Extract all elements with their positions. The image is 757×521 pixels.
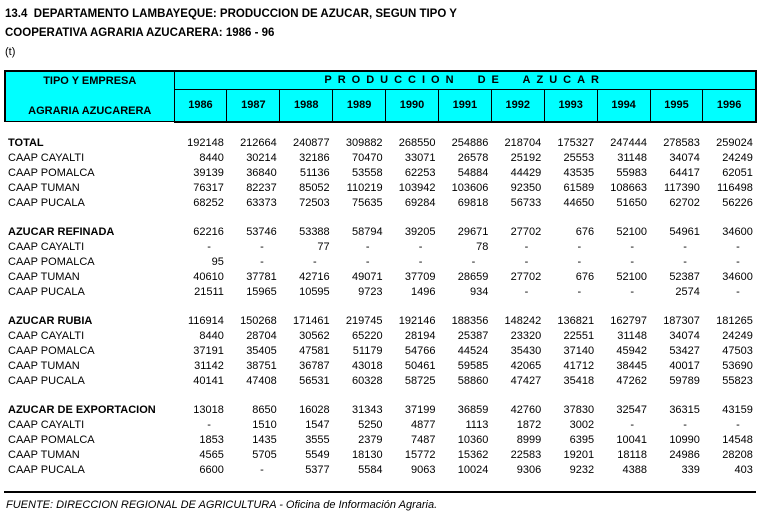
value-cell: 1510 xyxy=(252,418,277,431)
row-label: AZUCAR REFINADA xyxy=(8,225,115,238)
value-cell: 259024 xyxy=(716,136,753,149)
value-cell: 35418 xyxy=(563,374,595,387)
cooperative-row xyxy=(5,463,756,478)
value-cell: 5584 xyxy=(358,463,383,476)
value-cell: 116498 xyxy=(716,181,753,194)
value-cell: 47503 xyxy=(722,344,753,357)
value-cell: 36859 xyxy=(457,403,489,416)
row-label: CAAP TUMAN xyxy=(8,359,80,372)
year-column-header: 1996 xyxy=(703,89,756,121)
value-cell: - xyxy=(207,418,211,431)
value-cell: 403 xyxy=(734,463,753,476)
value-cell: 29671 xyxy=(457,225,489,238)
value-cell: 31343 xyxy=(351,403,383,416)
value-cell: 10595 xyxy=(299,285,330,298)
value-cell: 62253 xyxy=(404,166,436,179)
value-cell: 56733 xyxy=(510,196,542,209)
value-cell: 95 xyxy=(211,255,224,268)
row-label: AZUCAR RUBIA xyxy=(8,314,93,327)
cooperative-row xyxy=(5,418,756,433)
value-cell: 53746 xyxy=(246,225,277,238)
value-cell: 62216 xyxy=(193,225,224,238)
row-label: CAAP CAYALTI xyxy=(8,240,85,253)
spacer-row xyxy=(5,211,756,225)
year-column-header: 1991 xyxy=(438,89,491,121)
value-cell: 1496 xyxy=(410,285,436,298)
value-cell: 53427 xyxy=(669,344,700,357)
row-label: TOTAL xyxy=(8,136,44,149)
value-cell: 268550 xyxy=(398,136,436,149)
value-cell: - xyxy=(365,240,370,253)
section-total-row xyxy=(5,314,756,329)
value-cell: - xyxy=(736,285,740,298)
year-column-header: 1994 xyxy=(597,89,650,121)
value-cell: 92350 xyxy=(510,181,542,194)
value-cell: - xyxy=(260,240,264,253)
cooperative-row xyxy=(5,448,756,463)
value-cell: 309882 xyxy=(345,136,383,149)
unit-label: (t) xyxy=(5,46,16,58)
cooperative-row xyxy=(5,374,756,389)
value-cell: - xyxy=(630,255,635,268)
value-cell: 50461 xyxy=(404,359,436,372)
value-cell: 45942 xyxy=(616,344,648,357)
value-cell: 37781 xyxy=(246,270,277,283)
title-line-2: COOPERATIVA AGRARIA AZUCARERA: 1986 - 96 xyxy=(5,27,275,39)
value-cell: 82237 xyxy=(246,181,277,194)
value-cell: 8440 xyxy=(199,329,224,342)
value-cell: 10024 xyxy=(457,463,489,476)
value-cell: 2574 xyxy=(675,285,700,298)
value-cell: 61589 xyxy=(563,181,595,194)
value-cell: 34074 xyxy=(669,329,700,342)
value-cell: 25387 xyxy=(457,329,489,342)
value-cell: - xyxy=(683,418,687,431)
value-cell: 42065 xyxy=(510,359,542,372)
value-cell: 28194 xyxy=(404,329,436,342)
value-cell: - xyxy=(260,255,264,268)
header-row-group xyxy=(5,71,756,89)
value-cell: 85052 xyxy=(299,181,330,194)
value-cell: 59789 xyxy=(669,374,700,387)
value-cell: 36787 xyxy=(299,359,330,372)
spacer-row xyxy=(5,122,756,136)
row-label: CAAP POMALCA xyxy=(8,344,95,357)
value-cell: 64417 xyxy=(669,166,700,179)
value-cell: 76317 xyxy=(193,181,224,194)
value-cell: 21511 xyxy=(194,285,224,298)
value-cell: 37199 xyxy=(404,403,436,416)
year-column-header: 1986 xyxy=(174,89,227,121)
value-cell: 34600 xyxy=(722,270,753,283)
stub-header-line-1: TIPO Y EMPRESA xyxy=(43,75,137,87)
value-cell: 6395 xyxy=(569,433,595,446)
year-column-header: 1989 xyxy=(333,89,386,121)
value-cell: 28659 xyxy=(457,270,489,283)
value-cell: 9063 xyxy=(410,463,436,476)
value-cell: 58860 xyxy=(457,374,489,387)
value-cell: 47408 xyxy=(246,374,277,387)
cooperative-row xyxy=(5,240,756,255)
cooperative-row xyxy=(5,166,756,181)
cooperative-row xyxy=(5,196,756,211)
value-cell: 52387 xyxy=(669,270,700,283)
value-cell: 55983 xyxy=(616,166,648,179)
value-cell: 15772 xyxy=(404,448,436,461)
value-cell: 47581 xyxy=(299,344,330,357)
value-cell: 108663 xyxy=(610,181,648,194)
value-cell: 19201 xyxy=(563,448,595,461)
value-cell: 53690 xyxy=(722,359,753,372)
row-label: CAAP CAYALTI xyxy=(8,418,85,431)
value-cell: - xyxy=(471,255,476,268)
year-column-header: 1987 xyxy=(227,89,280,121)
value-cell: 40141 xyxy=(193,374,224,387)
value-cell: 339 xyxy=(681,463,700,476)
value-cell: 110219 xyxy=(346,181,383,194)
value-cell: 44524 xyxy=(457,344,489,357)
page-title xyxy=(5,5,757,43)
value-cell: 53558 xyxy=(351,166,383,179)
value-cell: 9723 xyxy=(358,285,383,298)
value-cell: - xyxy=(577,255,582,268)
value-cell: 31142 xyxy=(194,359,224,372)
value-cell: 44650 xyxy=(563,196,595,209)
value-cell: 181265 xyxy=(716,314,753,327)
value-cell: 4877 xyxy=(410,418,436,431)
cooperative-row xyxy=(5,285,756,300)
value-cell: 56531 xyxy=(299,374,330,387)
value-cell: 35430 xyxy=(510,344,542,357)
value-cell: 77 xyxy=(317,240,330,253)
value-cell: 10360 xyxy=(457,433,489,446)
value-cell: 192148 xyxy=(187,136,224,149)
cooperative-row xyxy=(5,329,756,344)
value-cell: 8999 xyxy=(516,433,542,446)
value-cell: 36315 xyxy=(669,403,700,416)
value-cell: 23320 xyxy=(510,329,542,342)
value-cell: 25192 xyxy=(510,151,542,164)
row-label: AZUCAR DE EXPORTACION xyxy=(8,403,156,416)
value-cell: 148242 xyxy=(504,314,542,327)
value-cell: 40610 xyxy=(193,270,224,283)
value-cell: 28208 xyxy=(722,448,753,461)
value-cell: 103942 xyxy=(398,181,436,194)
value-cell: 54766 xyxy=(404,344,436,357)
spacer-row xyxy=(5,389,756,403)
value-cell: 676 xyxy=(575,225,595,238)
row-label: CAAP POMALCA xyxy=(8,433,95,446)
cooperative-row xyxy=(5,359,756,374)
value-cell: 278583 xyxy=(663,136,700,149)
value-cell: 1872 xyxy=(516,418,542,431)
value-cell: 43159 xyxy=(722,403,753,416)
value-cell: 33071 xyxy=(404,151,436,164)
value-cell: - xyxy=(524,255,529,268)
value-cell: 136821 xyxy=(557,314,595,327)
row-label: CAAP CAYALTI xyxy=(8,151,85,164)
cooperative-row xyxy=(5,433,756,448)
value-cell: 35405 xyxy=(246,344,277,357)
group-header-cell: PRODUCCION DE AZUCAR xyxy=(174,71,756,89)
value-cell: 34600 xyxy=(722,225,753,238)
value-cell: 63373 xyxy=(246,196,277,209)
value-cell: 103606 xyxy=(451,181,489,194)
value-cell: 60328 xyxy=(351,374,383,387)
year-column-header: 1988 xyxy=(280,89,333,121)
value-cell: - xyxy=(630,285,635,298)
value-cell: 150268 xyxy=(240,314,277,327)
value-cell: 4565 xyxy=(199,448,224,461)
value-cell: 254886 xyxy=(451,136,489,149)
value-cell: 39139 xyxy=(193,166,224,179)
value-cell: 16028 xyxy=(299,403,330,416)
row-label: CAAP POMALCA xyxy=(8,166,95,179)
row-label: CAAP PUCALA xyxy=(8,374,85,387)
value-cell: 4388 xyxy=(622,463,648,476)
row-label: CAAP TUMAN xyxy=(8,448,80,461)
value-cell: 30214 xyxy=(246,151,277,164)
value-cell: 62702 xyxy=(669,196,700,209)
value-cell: 25553 xyxy=(563,151,595,164)
cooperative-row xyxy=(5,181,756,196)
value-cell: 27702 xyxy=(510,270,542,283)
value-cell: - xyxy=(207,240,211,253)
value-cell: 934 xyxy=(469,285,489,298)
value-cell: 192146 xyxy=(398,314,436,327)
value-cell: 247444 xyxy=(610,136,648,149)
value-cell: 14548 xyxy=(722,433,753,446)
value-cell: 34074 xyxy=(669,151,700,164)
year-column-header: 1995 xyxy=(650,89,703,121)
row-label: CAAP TUMAN xyxy=(8,270,80,283)
value-cell: 52100 xyxy=(616,225,648,238)
cooperative-row xyxy=(5,255,756,270)
value-cell: 49071 xyxy=(351,270,383,283)
value-cell: - xyxy=(365,255,370,268)
value-cell: 65220 xyxy=(351,329,383,342)
cooperative-row xyxy=(5,151,756,166)
value-cell: 1435 xyxy=(252,433,277,446)
year-column-header: 1993 xyxy=(544,89,597,121)
value-cell: 70470 xyxy=(351,151,383,164)
value-cell: 15362 xyxy=(457,448,489,461)
section-total-row xyxy=(5,136,756,151)
value-cell: 37830 xyxy=(563,403,595,416)
value-cell: 51179 xyxy=(352,344,383,357)
title-line-1: 13.4 DEPARTAMENTO LAMBAYEQUE: PRODUCCION DE AZUCAR, SEGUN TIPO Y xyxy=(5,8,457,20)
value-cell: 24249 xyxy=(722,329,753,342)
value-cell: 5377 xyxy=(305,463,330,476)
value-cell: 22583 xyxy=(510,448,542,461)
value-cell: 8650 xyxy=(252,403,277,416)
value-cell: 9306 xyxy=(516,463,542,476)
value-cell: 55823 xyxy=(722,374,753,387)
value-cell: 43535 xyxy=(563,166,595,179)
value-cell: 240877 xyxy=(292,136,330,149)
value-cell: - xyxy=(524,240,529,253)
value-cell: 32547 xyxy=(616,403,648,416)
value-cell: 24249 xyxy=(722,151,753,164)
value-cell: 31148 xyxy=(617,151,648,164)
value-cell: - xyxy=(630,240,635,253)
value-cell: 1853 xyxy=(199,433,224,446)
value-cell: - xyxy=(418,240,423,253)
value-cell: 59585 xyxy=(457,359,489,372)
value-cell: 51136 xyxy=(299,166,330,179)
value-cell: 3002 xyxy=(569,418,595,431)
stub-header-line-2: AGRARIA AZUCARERA xyxy=(28,105,152,117)
value-cell: 78 xyxy=(476,240,489,253)
value-cell: 43018 xyxy=(351,359,383,372)
value-cell: 188356 xyxy=(451,314,489,327)
cooperative-row xyxy=(5,344,756,359)
value-cell: 24986 xyxy=(669,448,700,461)
value-cell: 162797 xyxy=(610,314,648,327)
value-cell: 2379 xyxy=(358,433,383,446)
value-cell: 18118 xyxy=(617,448,648,461)
value-cell: 47262 xyxy=(616,374,648,387)
source-note: FUENTE: DIRECCION REGIONAL DE AGRICULTURA - Oficina de Información Agraria. xyxy=(6,498,438,511)
value-cell: 39205 xyxy=(404,225,436,238)
value-cell: 38445 xyxy=(616,359,648,372)
value-cell: 187307 xyxy=(663,314,700,327)
value-cell: 22551 xyxy=(563,329,595,342)
value-cell: 75635 xyxy=(351,196,383,209)
value-cell: 8440 xyxy=(199,151,224,164)
value-cell: 54961 xyxy=(669,225,700,238)
value-cell: 171461 xyxy=(292,314,330,327)
value-cell: 15965 xyxy=(246,285,277,298)
value-cell: 37191 xyxy=(193,344,224,357)
value-cell: - xyxy=(260,463,264,476)
section-total-row xyxy=(5,225,756,240)
value-cell: 47427 xyxy=(510,374,542,387)
row-label: CAAP PUCALA xyxy=(8,463,85,476)
value-cell: 1113 xyxy=(465,418,489,431)
value-cell: 69818 xyxy=(457,196,489,209)
value-cell: 10990 xyxy=(669,433,700,446)
value-cell: 26578 xyxy=(457,151,489,164)
value-cell: - xyxy=(736,240,740,253)
value-cell: 62051 xyxy=(722,166,753,179)
value-cell: 5250 xyxy=(358,418,383,431)
production-table xyxy=(4,70,757,478)
value-cell: 69284 xyxy=(404,196,436,209)
section-total-row xyxy=(5,403,756,418)
value-cell: 42760 xyxy=(510,403,542,416)
value-cell: 116914 xyxy=(188,314,224,327)
value-cell: 219745 xyxy=(345,314,383,327)
year-column-header: 1992 xyxy=(491,89,544,121)
value-cell: 56226 xyxy=(722,196,753,209)
value-cell: 10041 xyxy=(616,433,648,446)
value-cell: 53388 xyxy=(299,225,330,238)
value-cell: - xyxy=(577,285,582,298)
value-cell: 37140 xyxy=(563,344,595,357)
value-cell: 117390 xyxy=(664,181,700,194)
value-cell: - xyxy=(736,418,740,431)
table-header xyxy=(5,71,756,122)
footer-divider xyxy=(4,491,756,493)
value-cell: 1547 xyxy=(305,418,330,431)
value-cell: - xyxy=(683,240,687,253)
spacer-row xyxy=(5,300,756,314)
value-cell: 18130 xyxy=(351,448,383,461)
value-cell: 676 xyxy=(575,270,595,283)
row-label: CAAP PUCALA xyxy=(8,285,85,298)
value-cell: 52100 xyxy=(616,270,648,283)
value-cell: 31148 xyxy=(617,329,648,342)
value-cell: - xyxy=(630,418,635,431)
value-cell: 212664 xyxy=(240,136,277,149)
value-cell: 51650 xyxy=(616,196,648,209)
value-cell: 58794 xyxy=(351,225,383,238)
value-cell: 5705 xyxy=(252,448,277,461)
value-cell: 68252 xyxy=(193,196,224,209)
value-cell: 9232 xyxy=(569,463,595,476)
value-cell: 36840 xyxy=(246,166,277,179)
value-cell: 42716 xyxy=(299,270,330,283)
value-cell: 3555 xyxy=(305,433,330,446)
value-cell: - xyxy=(418,255,423,268)
value-cell: 37709 xyxy=(404,270,436,283)
value-cell: 44429 xyxy=(510,166,542,179)
value-cell: 28704 xyxy=(246,329,277,342)
row-label: CAAP POMALCA xyxy=(8,255,95,268)
table-body xyxy=(5,122,756,478)
value-cell: - xyxy=(683,255,687,268)
row-label: CAAP TUMAN xyxy=(8,181,80,194)
value-cell: 27702 xyxy=(510,225,542,238)
stub-header-cell xyxy=(5,71,174,122)
value-cell: 218704 xyxy=(504,136,542,149)
value-cell: 13018 xyxy=(193,403,224,416)
row-label: CAAP PUCALA xyxy=(8,196,85,209)
value-cell: 54884 xyxy=(457,166,489,179)
value-cell: - xyxy=(313,255,317,268)
value-cell: - xyxy=(577,240,582,253)
cooperative-row xyxy=(5,270,756,285)
value-cell: 38751 xyxy=(246,359,277,372)
value-cell: 6600 xyxy=(199,463,224,476)
value-cell: 72503 xyxy=(299,196,330,209)
year-column-header: 1990 xyxy=(386,89,439,121)
value-cell: 5549 xyxy=(305,448,330,461)
value-cell: 40017 xyxy=(669,359,700,372)
value-cell: 30562 xyxy=(299,329,330,342)
value-cell: 41712 xyxy=(563,359,595,372)
value-cell: 7487 xyxy=(410,433,436,446)
value-cell: 58725 xyxy=(404,374,436,387)
value-cell: 175327 xyxy=(557,136,595,149)
value-cell: - xyxy=(524,285,529,298)
value-cell: 32186 xyxy=(299,151,330,164)
row-label: CAAP CAYALTI xyxy=(8,329,85,342)
value-cell: - xyxy=(736,255,740,268)
